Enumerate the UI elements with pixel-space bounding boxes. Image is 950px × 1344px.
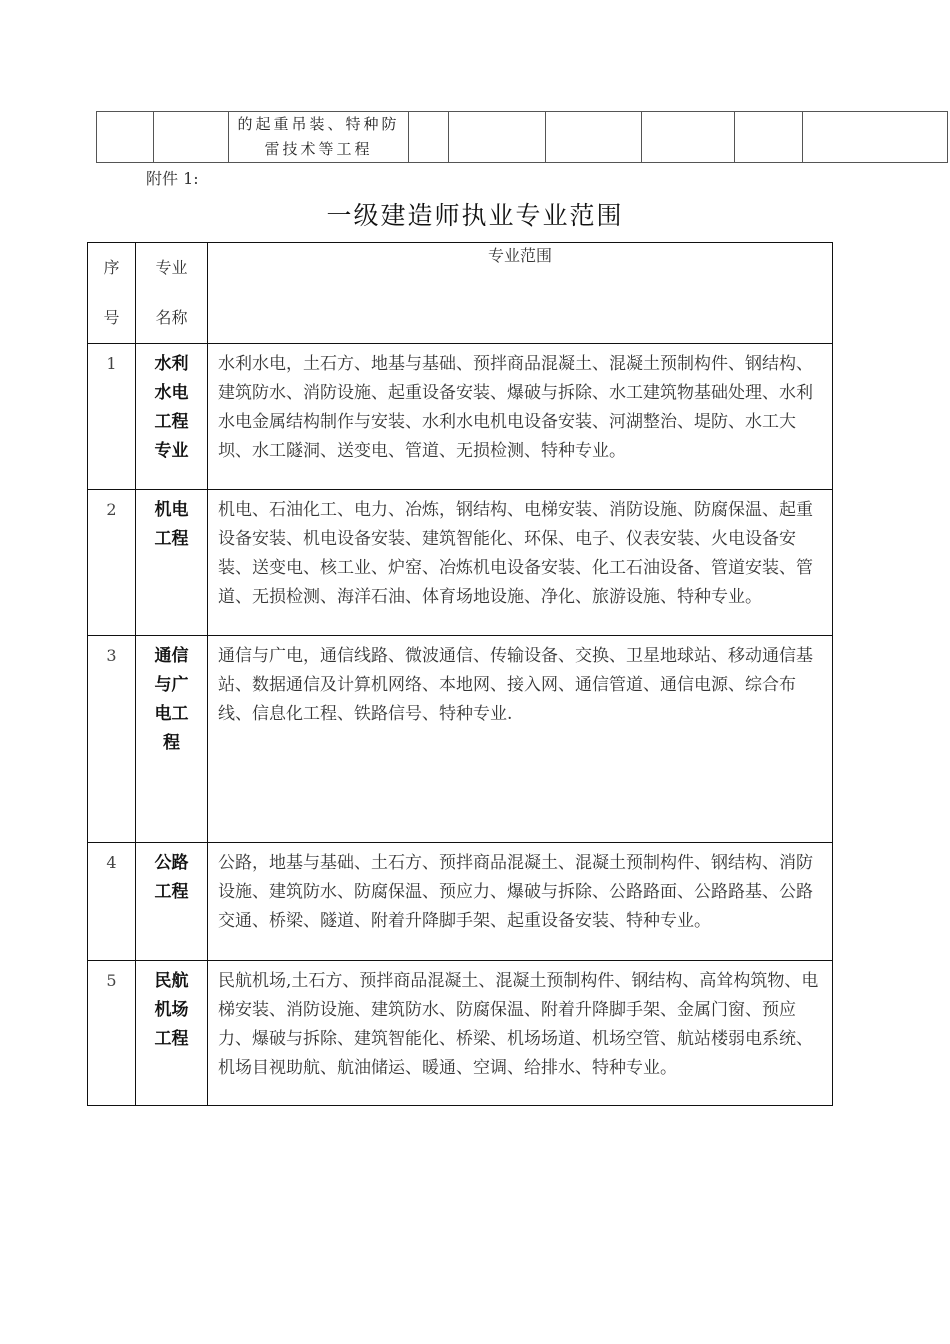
row-number: 2 <box>88 490 136 636</box>
table-cell <box>546 112 642 163</box>
row-scope: 通信与广电，通信线路、微波通信、传输设备、交换、卫星地球站、移动通信基站、数据通信及计算机网络、本地网、接入网、通信管道、通信电源、综合布线、信息化工程、铁路信号、特种专业. <box>208 636 833 843</box>
row-name-text: 通信与广电工程 <box>154 646 189 753</box>
previous-table-fragment <box>96 111 948 163</box>
row-number: 3 <box>88 636 136 843</box>
page-title: 一级建造师执业专业范围 <box>326 201 624 230</box>
header-scope: 专业范围 <box>208 243 833 344</box>
header-name <box>136 243 208 344</box>
row-number: 5 <box>88 961 136 1106</box>
table-row <box>88 636 833 843</box>
row-scope: 水利水电，土石方、地基与基础、预拌商品混凝土、混凝土预制构件、钢结构、建筑防水、消防设施、起重设备安装、爆破与拆除、水工建筑物基础处理、水利水电金属结构制作与安装、水利水电机电设备安装、河湖整治、堤防、水工大坝、水工隧洞、送变电、管道、无损检测、特种专业。 <box>208 344 833 490</box>
table-row <box>88 344 833 490</box>
header-seq <box>88 243 136 344</box>
row-name <box>136 961 208 1106</box>
fragment-line: 的起重吊装、特种防 <box>237 115 400 133</box>
row-name-text: 机电工程 <box>154 500 189 549</box>
header-name-line: 名称 <box>155 308 188 327</box>
fragment-line: 雷技术等工程 <box>264 140 373 158</box>
table-cell <box>154 112 229 163</box>
row-number: 4 <box>88 843 136 961</box>
attachment-label: 附件 1: <box>146 169 199 188</box>
scope-table <box>87 242 833 1106</box>
row-name <box>136 636 208 843</box>
row-number: 1 <box>88 344 136 490</box>
table-row <box>88 961 833 1106</box>
table-row <box>97 112 948 163</box>
row-name-text: 公路工程 <box>154 853 189 902</box>
row-scope: 民航机场,土石方、预拌商品混凝土、混凝土预制构件、钢结构、高耸构筑物、电梯安装、消防设施、建筑防水、防腐保温、附着升降脚手架、金属门窗、预应力、爆破与拆除、建筑智能化、桥梁、机场场道、机场空管、航站楼弱电系统、机场目视助航、航油储运、暖通、空调、给排水、特种专业。 <box>208 961 833 1106</box>
table-cell <box>409 112 449 163</box>
table-cell-scope-fragment <box>229 112 409 163</box>
row-name-text: 水利水电工程专业 <box>154 354 189 461</box>
table-cell <box>642 112 735 163</box>
header-seq-line: 号 <box>103 308 120 327</box>
header-name-line: 专业 <box>155 258 188 277</box>
table-cell <box>735 112 803 163</box>
row-name-text: 民航机场工程 <box>154 971 189 1049</box>
row-name <box>136 843 208 961</box>
table-row <box>88 490 833 636</box>
table-cell <box>803 112 948 163</box>
table-header-row <box>88 243 833 344</box>
table-cell <box>97 112 154 163</box>
row-name <box>136 344 208 490</box>
table-cell <box>449 112 546 163</box>
header-seq-line: 序 <box>103 258 120 277</box>
table-row <box>88 843 833 961</box>
row-scope: 公路，地基与基础、土石方、预拌商品混凝土、混凝土预制构件、钢结构、消防设施、建筑防水、防腐保温、预应力、爆破与拆除、公路路面、公路路基、公路交通、桥梁、隧道、附着升降脚手架、起重设备安装、特种专业。 <box>208 843 833 961</box>
row-name <box>136 490 208 636</box>
row-scope: 机电、石油化工、电力、冶炼，钢结构、电梯安装、消防设施、防腐保温、起重设备安装、机电设备安装、建筑智能化、环保、电子、仪表安装、火电设备安装、送变电、核工业、炉窑、冶炼机电设备安装、化工石油设备、管道安装、管道、无损检测、海洋石油、体育场地设施、净化、旅游设施、特种专业。 <box>208 490 833 636</box>
